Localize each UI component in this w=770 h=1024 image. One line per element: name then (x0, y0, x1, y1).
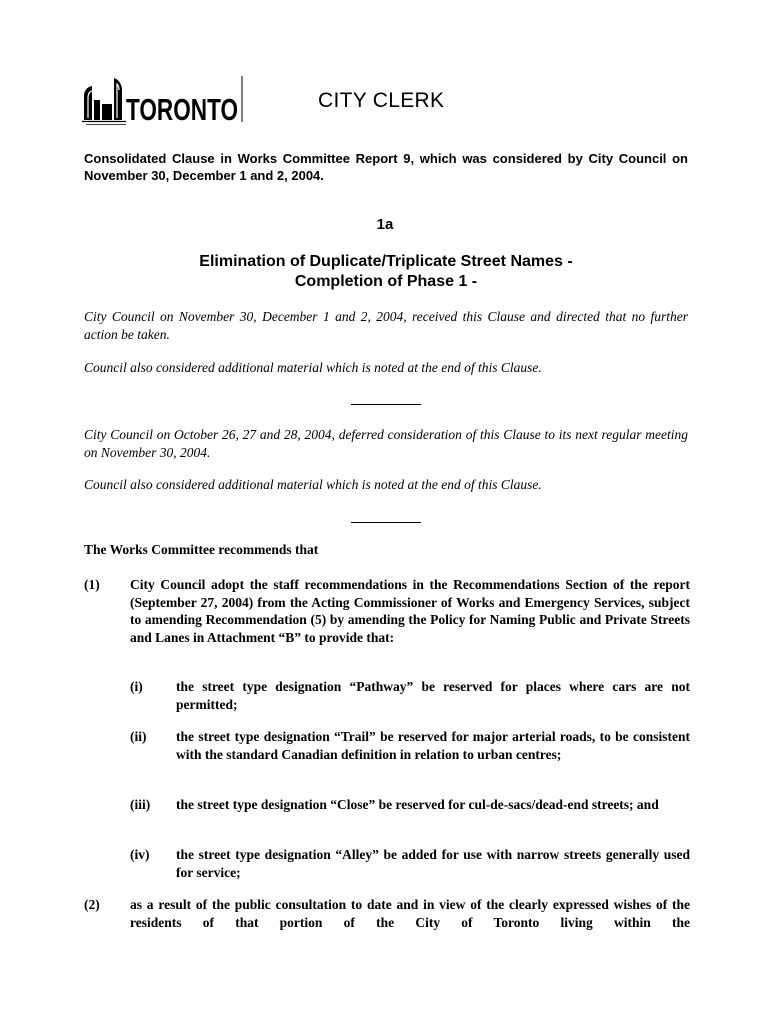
recommendation-text: as a result of the public consultation to date and in view of the clearly expressed wishes of the residents of that portion of the City of Toronto living within the (130, 897, 690, 930)
sub-item-text: the street type designation “Pathway” be reserved for places where cars are not permitted; (176, 679, 690, 712)
sub-item-number: (ii) (130, 729, 147, 744)
city-hall-icon (82, 74, 244, 126)
title-line-2: Completion of Phase 1 - (294, 273, 478, 290)
sub-item-number: (i) (130, 679, 143, 694)
logo-wordmark: TORONTO (126, 92, 238, 127)
council-note: Council also considered additional material which is noted at the end of this Clause. (84, 477, 542, 492)
sub-item-text: the street type designation “Alley” be added for use with narrow streets generally used for service; (176, 847, 690, 880)
recommendation-number: (1) (84, 577, 100, 592)
council-note: City Council on October 26, 27 and 28, 2004, deferred consideration of this Clause to its next regular meeting on November 30, 2004. (84, 427, 688, 460)
sub-item-number: (iii) (130, 797, 151, 812)
sub-item (130, 678, 690, 713)
clause-title (84, 252, 688, 292)
section-divider (351, 404, 421, 405)
council-note: City Council on November 30, December 1 and 2, 2004, received this Clause and directed that no further action be taken. (84, 309, 688, 342)
item-number: 1a (376, 216, 394, 233)
recommendation-text: City Council adopt the staff recommendations in the Recommendations Section of the report (September 27, 2004) from the Acting Commissioner of Works and Emergency Services, subject to amending Recommendation (5) by amending the Policy for Naming Public and Private Streets and Lanes in Attachment “B” to provide that: (130, 577, 690, 645)
section-divider (351, 522, 421, 523)
sub-item (130, 728, 690, 763)
council-note: Council also considered additional material which is noted at the end of this Clause. (84, 360, 542, 375)
recommendation-number: (2) (84, 897, 100, 912)
sub-item-number: (iv) (130, 847, 150, 862)
sub-item (130, 846, 690, 881)
sub-item (130, 796, 690, 814)
recommendation-item (84, 576, 690, 646)
consolidated-clause: Consolidated Clause in Works Committee Report 9, which was considered by City Council on November 30, December 1 and 2, 2004. (84, 151, 688, 183)
recommendation-item (84, 896, 690, 931)
sub-item-text: the street type designation “Trail” be reserved for major arterial roads, to be consistent with the standard Canadian definition in relation to urban centres; (176, 729, 690, 762)
title-line-1: Elimination of Duplicate/Triplicate Street Names - (199, 253, 573, 270)
department-title: CITY CLERK (318, 89, 445, 112)
sub-item-text: the street type designation “Close” be reserved for cul-de-sacs/dead-end streets; and (176, 797, 659, 812)
recommends-heading: The Works Committee recommends that (84, 542, 319, 557)
toronto-logo (82, 74, 244, 126)
